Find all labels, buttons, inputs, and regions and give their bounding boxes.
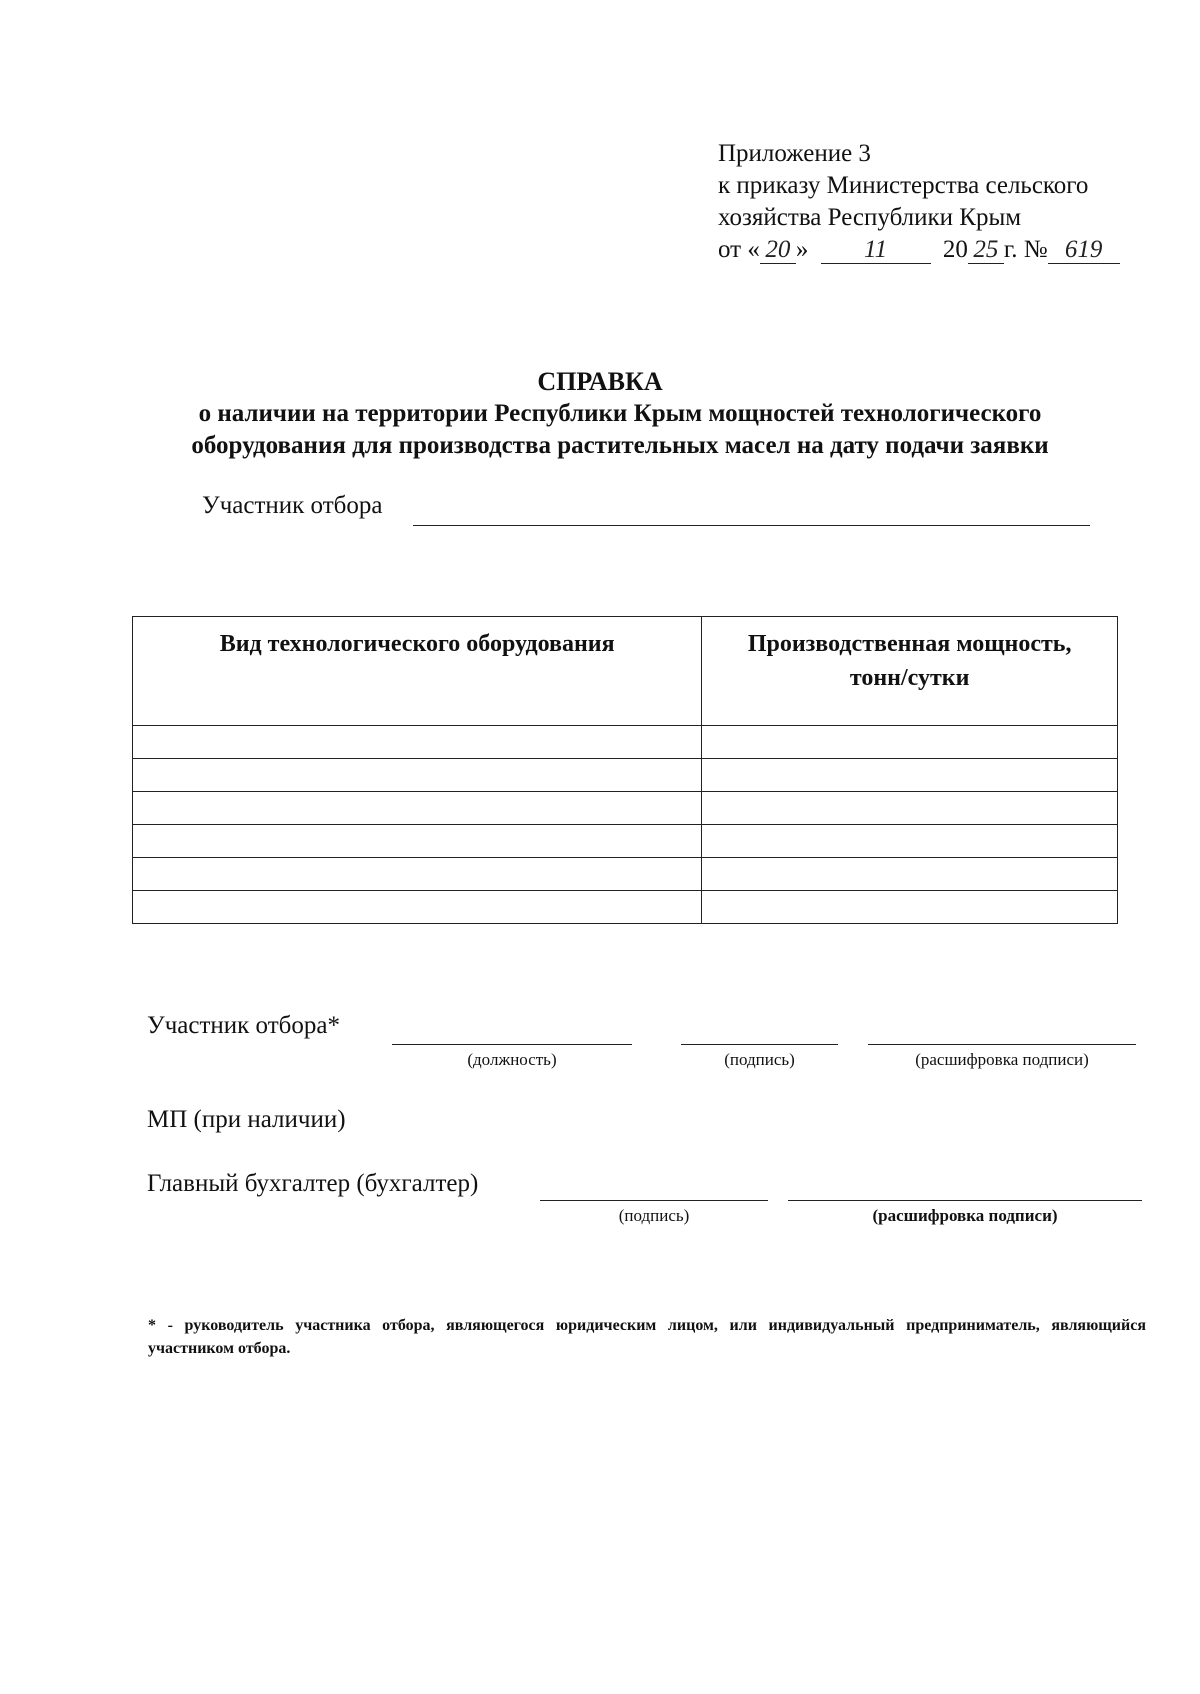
accountant-signature-field[interactable] [540,1200,768,1201]
date-day: 20 [760,237,796,264]
appendix-line-2: к приказу Министерства сельского [718,172,1089,199]
date-month: 11 [821,237,931,264]
accountant-label: Главный бухгалтер (бухгалтер) [147,1170,479,1197]
table-cell[interactable] [702,759,1118,792]
table-cell[interactable] [133,891,702,924]
table-cell[interactable] [133,825,702,858]
date-year-prefix: 20 [942,236,968,263]
participant-field[interactable] [413,525,1090,526]
header-capacity: Производственная мощность, тонн/сутки [702,617,1118,726]
document-subtitle: о наличии на территории Республики Крым мощностей технологического оборудования для производства растительных масел на дату подачи заявки [191,400,1049,459]
caption-accountant-signature: (подпись) [618,1206,690,1225]
participant-signature-label: Участник отбора* [147,1012,340,1039]
table-cell[interactable] [133,858,702,891]
caption-accountant-transcript: (расшифровка подписи) [872,1206,1058,1225]
date-year: 25 [968,237,1004,264]
caption-transcript: (расшифровка подписи) [915,1050,1089,1069]
date-day-close: » [795,236,809,263]
caption-position: (должность) [467,1050,557,1069]
document-title: СПРАВКА [537,367,663,396]
table-cell[interactable] [702,825,1118,858]
participant-label: Участник отбора [202,492,383,519]
table-cell[interactable] [702,726,1118,759]
table-header-row [133,617,1118,726]
header-equipment-type: Вид технологического оборудования [133,617,702,726]
order-number: 619 [1048,237,1120,264]
date-number-label: г. № [1003,236,1048,263]
table-cell[interactable] [133,759,702,792]
signature-transcript-field[interactable] [868,1044,1136,1045]
appendix-line-3: хозяйства Республики Крым [718,204,1022,231]
position-field[interactable] [392,1044,632,1045]
table-cell[interactable] [702,891,1118,924]
table-cell[interactable] [702,792,1118,825]
table-cell[interactable] [133,726,702,759]
appendix-date-line [718,234,1148,266]
appendix-line-1: Приложение 3 [718,140,871,167]
table-row [133,792,1118,825]
appendix-block [718,138,1148,266]
caption-signature: (подпись) [724,1050,795,1069]
table-row [133,891,1118,924]
table-cell[interactable] [133,792,702,825]
table-row [133,759,1118,792]
table-row [133,726,1118,759]
table-cell[interactable] [702,858,1118,891]
stamp-label: МП (при наличии) [147,1106,346,1133]
equipment-table [132,616,1118,924]
footnote: * - руководитель участника отбора, являющегося юридическим лицом, или индивидуальный предприниматель, являющийся участником отбора. [148,1317,1146,1357]
table-row [133,825,1118,858]
signature-field[interactable] [681,1044,838,1045]
date-prefix: от « [718,236,760,263]
table-row [133,858,1118,891]
accountant-transcript-field[interactable] [788,1200,1142,1201]
